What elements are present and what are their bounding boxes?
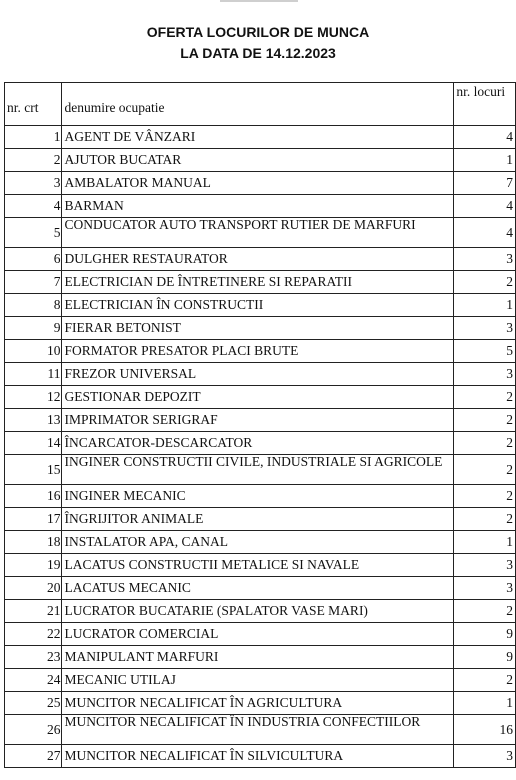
row-number: 23 <box>5 646 62 669</box>
table-row <box>5 669 516 692</box>
occupation-name: FREZOR UNIVERSAL <box>62 363 454 386</box>
row-number: 1 <box>5 126 62 149</box>
occupation-name: DULGHER RESTAURATOR <box>62 248 454 271</box>
row-number: 26 <box>5 715 62 745</box>
row-number: 3 <box>5 172 62 195</box>
positions-count: 2 <box>454 485 516 508</box>
occupation-name: ELECTRICIAN ÎN CONSTRUCTII <box>62 294 454 317</box>
table-row <box>5 554 516 577</box>
row-number: 24 <box>5 669 62 692</box>
page-top-edge-mark <box>220 0 298 2</box>
occupation-name: LACATUS CONSTRUCTII METALICE SI NAVALE <box>62 554 454 577</box>
row-number: 21 <box>5 600 62 623</box>
positions-count: 2 <box>454 669 516 692</box>
document-title <box>0 22 516 64</box>
row-number: 6 <box>5 248 62 271</box>
occupation-name: LUCRATOR COMERCIAL <box>62 623 454 646</box>
table-row <box>5 294 516 317</box>
table-row <box>5 149 516 172</box>
row-number: 4 <box>5 195 62 218</box>
occupation-name: MANIPULANT MARFURI <box>62 646 454 669</box>
table-row <box>5 432 516 455</box>
positions-count: 1 <box>454 692 516 715</box>
header-nr-crt: nr. crt <box>5 83 62 126</box>
occupation-name: FORMATOR PRESATOR PLACI BRUTE <box>62 340 454 363</box>
row-number: 16 <box>5 485 62 508</box>
positions-count: 9 <box>454 646 516 669</box>
table-row <box>5 172 516 195</box>
row-number: 5 <box>5 218 62 248</box>
title-line-1: OFERTA LOCURILOR DE MUNCA <box>146 24 370 40</box>
table-row <box>5 248 516 271</box>
positions-count: 4 <box>454 195 516 218</box>
positions-count: 2 <box>454 600 516 623</box>
table-body <box>5 126 516 768</box>
row-number: 18 <box>5 531 62 554</box>
occupation-name: LACATUS MECANIC <box>62 577 454 600</box>
positions-count: 3 <box>454 745 516 768</box>
table-row <box>5 317 516 340</box>
job-offers-table <box>4 82 516 768</box>
table-row <box>5 271 516 294</box>
table-row <box>5 577 516 600</box>
occupation-name: INGINER MECANIC <box>62 485 454 508</box>
title-line-2: LA DATA DE 14.12.2023 <box>180 45 336 61</box>
occupation-name: AGENT DE VÂNZARI <box>62 126 454 149</box>
row-number: 12 <box>5 386 62 409</box>
header-denumire-ocupatie: denumire ocupatie <box>62 83 454 126</box>
table-row <box>5 600 516 623</box>
positions-count: 2 <box>454 508 516 531</box>
table-row <box>5 409 516 432</box>
occupation-name: ÎNCARCATOR-DESCARCATOR <box>62 432 454 455</box>
table-row <box>5 195 516 218</box>
positions-count: 4 <box>454 126 516 149</box>
table-row <box>5 531 516 554</box>
positions-count: 2 <box>454 409 516 432</box>
table-header-row <box>5 83 516 126</box>
occupation-name: MUNCITOR NECALIFICAT ÎN SILVICULTURA <box>62 745 454 768</box>
positions-count: 1 <box>454 531 516 554</box>
table-row <box>5 745 516 768</box>
occupation-name: FIERAR BETONIST <box>62 317 454 340</box>
row-number: 14 <box>5 432 62 455</box>
table-row <box>5 386 516 409</box>
positions-count: 2 <box>454 455 516 485</box>
occupation-name: GESTIONAR DEPOZIT <box>62 386 454 409</box>
table-row <box>5 218 516 248</box>
positions-count: 3 <box>454 317 516 340</box>
row-number: 20 <box>5 577 62 600</box>
row-number: 25 <box>5 692 62 715</box>
table-row <box>5 508 516 531</box>
positions-count: 5 <box>454 340 516 363</box>
occupation-name: INSTALATOR APA, CANAL <box>62 531 454 554</box>
row-number: 10 <box>5 340 62 363</box>
positions-count: 2 <box>454 271 516 294</box>
positions-count: 2 <box>454 432 516 455</box>
occupation-name: ELECTRICIAN DE ÎNTRETINERE SI REPARATII <box>62 271 454 294</box>
occupation-name: ÎNGRIJITOR ANIMALE <box>62 508 454 531</box>
occupation-name: MECANIC UTILAJ <box>62 669 454 692</box>
row-number: 7 <box>5 271 62 294</box>
row-number: 13 <box>5 409 62 432</box>
occupation-name: IMPRIMATOR SERIGRAF <box>62 409 454 432</box>
positions-count: 3 <box>454 248 516 271</box>
row-number: 8 <box>5 294 62 317</box>
table-row <box>5 340 516 363</box>
positions-count: 16 <box>454 715 516 745</box>
occupation-name: BARMAN <box>62 195 454 218</box>
table-row <box>5 485 516 508</box>
row-number: 11 <box>5 363 62 386</box>
row-number: 17 <box>5 508 62 531</box>
positions-count: 3 <box>454 363 516 386</box>
row-number: 9 <box>5 317 62 340</box>
table-row <box>5 715 516 745</box>
positions-count: 3 <box>454 554 516 577</box>
row-number: 19 <box>5 554 62 577</box>
table-row <box>5 646 516 669</box>
row-number: 2 <box>5 149 62 172</box>
occupation-name: MUNCITOR NECALIFICAT ÎN INDUSTRIA CONFECTIILOR <box>62 715 454 745</box>
positions-count: 1 <box>454 294 516 317</box>
occupation-name: MUNCITOR NECALIFICAT ÎN AGRICULTURA <box>62 692 454 715</box>
positions-count: 2 <box>454 386 516 409</box>
table-row <box>5 623 516 646</box>
row-number: 27 <box>5 745 62 768</box>
table-row <box>5 455 516 485</box>
occupation-name: CONDUCATOR AUTO TRANSPORT RUTIER DE MARFURI <box>62 218 454 248</box>
occupation-name: INGINER CONSTRUCTII CIVILE, INDUSTRIALE SI AGRICOLE <box>62 455 454 485</box>
occupation-name: AJUTOR BUCATAR <box>62 149 454 172</box>
table-row <box>5 363 516 386</box>
positions-count: 9 <box>454 623 516 646</box>
row-number: 15 <box>5 455 62 485</box>
occupation-name: AMBALATOR MANUAL <box>62 172 454 195</box>
positions-count: 7 <box>454 172 516 195</box>
positions-count: 3 <box>454 577 516 600</box>
header-nr-locuri: nr. locuri <box>454 83 516 126</box>
positions-count: 4 <box>454 218 516 248</box>
row-number: 22 <box>5 623 62 646</box>
job-offers-table-wrapper <box>4 82 516 768</box>
table-row <box>5 692 516 715</box>
table-row <box>5 126 516 149</box>
positions-count: 1 <box>454 149 516 172</box>
occupation-name: LUCRATOR BUCATARIE (SPALATOR VASE MARI) <box>62 600 454 623</box>
